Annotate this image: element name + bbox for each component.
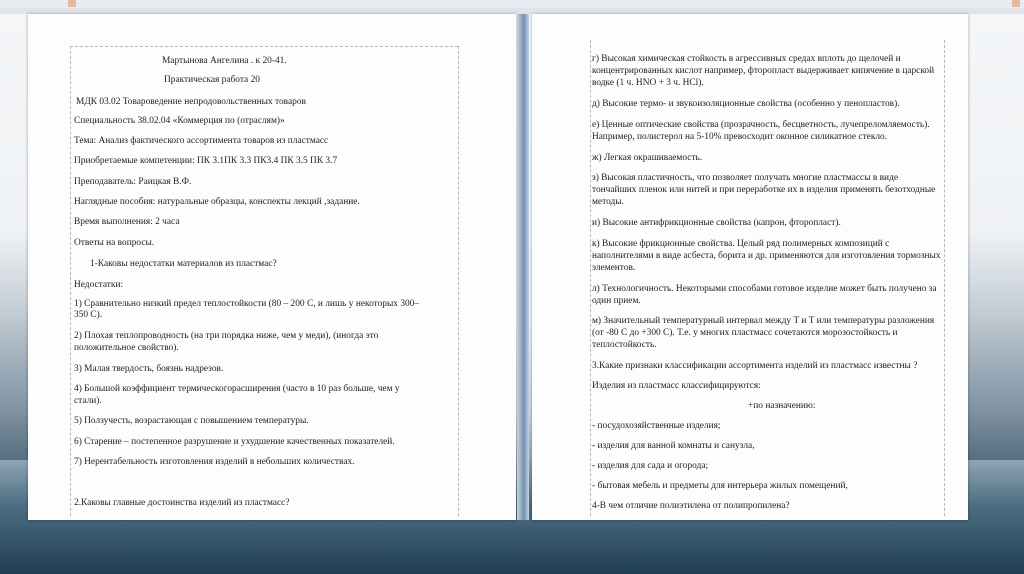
specialty-line: Специальность 38.02.04 «Коммерция по (отраслям)» [74,116,285,126]
list-item: - изделия для сада и огорода; [592,461,709,471]
top-bar-accent-right [1012,0,1020,7]
text-line: методы. [592,197,624,207]
list-item: 4) Большой коэффициент термическогорасширения (часто в 10 раз больше, чем у [74,384,400,394]
list-item: - бытовая мебель и предметы для интерьера жилых помещений, [592,481,848,491]
text-line: з) Высокая пластичность, что позволяет получать многие пластмассы в виде [592,173,899,183]
text-line: теплостойкость. [592,340,657,350]
text-line: Например, полистерол на 5-10% превосходит оконное силикатное стекло. [592,132,888,142]
question-3: 3.Какие признаки классификации ассортимента изделий из пластмасс известны ? [592,361,918,371]
text-line: д) Высокие термо- и звукоизоляционные свойства (особенно у пенопластов). [592,99,900,109]
disadvantages-heading: Недостатки: [74,280,124,290]
author-line: Мартынова Ангелина . к 20-41. [162,56,287,66]
list-item: 7) Нерентабельность изготовления изделий в небольших количествах. [74,457,355,467]
text-line: ж) Легкая окрашиваемость. [592,153,703,163]
list-item: 5) Ползучесть, возрастающая с повышением температуры. [74,416,309,426]
teacher-line: Преподаватель: Раицкая В.Ф. [74,177,192,187]
crop-mark-left [70,46,72,516]
question-4: 4-В чем отличие полиэтилена от полипропилена? [592,501,790,511]
question-1: 1-Каковы недостатки материалов из пластмас? [90,259,277,269]
list-item: 6) Старение – постепенное разрушение и ухудшение качественных показателей. [74,437,395,447]
text-line: элементов. [592,263,636,273]
text-line: е) Ценные оптические свойства (прозрачность, бесцветность, лучепреломляемость). [592,120,930,130]
list-item: 1) Сравнительно низкий предел теплостойкости (80 – 200 С, и лишь у некоторых 300– [74,299,420,309]
aids-line: Наглядные пособия: натуральные образцы, конспекты лекций ,задание. [74,197,360,207]
course-line: МДК 03.02 Товароведение непродовольственных товаров [76,97,306,107]
crop-mark-right [458,46,460,516]
top-bar [0,0,1024,8]
list-item: 3) Малая твердость, боязнь надрезов. [74,364,224,374]
crop-mark-right [944,40,946,516]
list-item: стали). [74,396,102,406]
duration-line: Время выполнения: 2 часа [74,217,180,227]
page-divider [517,14,529,520]
text-line: (от -80 С до +300 С). Т.е. у многих пластмасс сочетаются морозостойкость и [592,328,898,338]
text-line: Изделия из пластмасс классифицируются: [592,381,761,391]
text-line: л) Технологичность. Некоторыми способами готовое изделие может быть получено за [592,284,937,294]
work-title: Практическая работа 20 [164,75,260,85]
text-line: м) Значительный температурный интервал между T и T или температуры разложения [592,316,935,326]
document-page-right [532,14,968,520]
competencies-line: Приобретаемые компетенции: ПК 3.1ПК 3.3 ПК3.4 ПК 3.5 ПК 3.7 [74,156,338,166]
text-line: тончайших пленок или нитей и при переработке их в изделия применять безотходные [592,185,936,195]
topic-line: Тема: Анализ фактического ассортимента товаров из пластмасс [74,136,329,146]
text-line: наполнителями в виде асбеста, борита и др. применяются для изготовления тормозных [592,251,941,261]
question-2: 2.Каковы главные достоинства изделий из пластмасс? [74,498,290,508]
list-item: - изделия для ванной комнаты и санузла, [592,441,755,451]
crop-mark-top [70,46,458,48]
text-line: концентрированных кислот например, фторопласт выдерживает кипячение в царской [592,66,935,76]
text-line: г) Высокая химическая стойкость в агрессивных средах вплоть до щелочей и [592,54,901,64]
text-line: к) Высокие фрикционные свойства. Целый ряд полимерных композиций с [592,239,890,249]
text-line: и) Высокие антифрикционные свойства (капрон, фторопласт). [592,218,841,228]
list-item: 350 С). [74,310,103,320]
list-item: положительное свойство). [74,343,179,353]
answers-line: Ответы на вопросы. [74,238,155,248]
text-line: водке (1 ч. HNO + 3 ч. HCl). [592,78,704,88]
text-line: один прием. [592,296,641,306]
text-line: +по назначению: [748,401,816,411]
document-page-left [28,14,516,520]
list-item: 2) Плохая теплопроводность (на три порядка ниже, чем у меди), (иногда это [74,331,379,341]
top-bar-accent [68,0,76,7]
list-item: - посудохозяйственные изделия; [592,421,721,431]
